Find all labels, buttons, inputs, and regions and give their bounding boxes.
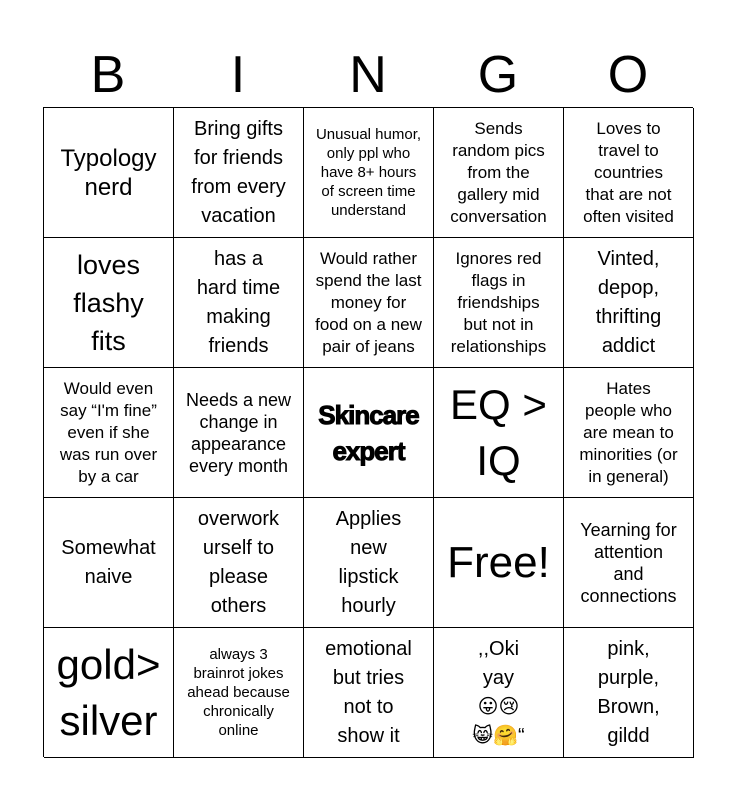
bingo-cell[interactable] — [434, 108, 564, 238]
cell-text: Unusual humor, only ppl who have 8+ hours of screen time understand — [315, 126, 422, 219]
bingo-cell[interactable] — [434, 628, 564, 758]
cell-text: Skincare expert — [318, 399, 419, 466]
bingo-cell[interactable] — [564, 108, 694, 238]
cell-text: overwork urself to please others — [197, 507, 280, 617]
cell-text: Typology nerd — [60, 144, 157, 201]
bingo-cell[interactable] — [44, 238, 174, 368]
bingo-cell-center[interactable] — [304, 368, 434, 498]
bingo-cell[interactable] — [44, 108, 174, 238]
bingo-cell[interactable] — [434, 368, 564, 498]
bingo-cell[interactable] — [174, 238, 304, 368]
bingo-cell[interactable] — [44, 368, 174, 498]
bingo-cell[interactable] — [564, 628, 694, 758]
bingo-board — [43, 107, 693, 757]
bingo-cell[interactable] — [174, 498, 304, 628]
cell-text: ,,Oki yay 😛😢 😸🤗“ — [472, 637, 525, 747]
cell-text: Somewhat naive — [61, 536, 156, 588]
bingo-cell[interactable] — [564, 238, 694, 368]
cell-text: pink, purple, Brown, gildd — [597, 637, 660, 747]
cell-text: has a hard time making friends — [196, 247, 281, 357]
bingo-header — [43, 45, 693, 105]
bingo-cell-free[interactable] — [434, 498, 564, 628]
bingo-cell[interactable] — [304, 238, 434, 368]
bingo-cell[interactable] — [304, 108, 434, 238]
cell-text: Applies new lipstick hourly — [335, 507, 402, 617]
cell-text: Would even say “I'm fine” even if she was run over by a car — [59, 378, 158, 486]
cell-text: Ignores red flags in friendships but not in relationships — [450, 248, 547, 356]
bingo-cell[interactable] — [174, 368, 304, 498]
bingo-cell[interactable] — [174, 108, 304, 238]
cell-text: always 3 brainrot jokes ahead because chronically online — [187, 646, 290, 739]
cell-text: Needs a new change in appearance every month — [185, 389, 292, 476]
cell-text: Yearning for attention and connections — [580, 519, 677, 606]
cell-text: Would rather spend the last money for food on a new pair of jeans — [315, 248, 422, 356]
bingo-cell[interactable] — [434, 238, 564, 368]
cell-text: Loves to travel to countries that are not often visited — [583, 118, 674, 226]
header-letter-n: N — [349, 46, 387, 104]
bingo-cell[interactable] — [174, 628, 304, 758]
cell-text: Hates people who are mean to minorities (or in general) — [579, 378, 678, 486]
cell-text: Vinted, depop, thrifting addict — [595, 247, 662, 357]
cell-text: Sends random pics from the gallery mid conversation — [450, 118, 547, 226]
header-letter-g: G — [477, 46, 519, 104]
cell-text: Bring gifts for friends from every vacation — [191, 117, 286, 227]
bingo-cell[interactable] — [44, 628, 174, 758]
bingo-cell[interactable] — [564, 498, 694, 628]
cell-text: gold> silver — [56, 640, 161, 744]
bingo-cell[interactable] — [564, 368, 694, 498]
bingo-cell[interactable] — [304, 498, 434, 628]
header-letter-i: I — [230, 46, 246, 104]
cell-text: emotional but tries not to show it — [325, 637, 412, 747]
cell-text: Free! — [447, 537, 550, 587]
bingo-cell[interactable] — [304, 628, 434, 758]
bingo-cell[interactable] — [44, 498, 174, 628]
cell-text: loves flashy fits — [73, 249, 144, 356]
cell-text: EQ > IQ — [450, 380, 547, 484]
header-letter-b: B — [90, 46, 126, 104]
header-letter-o: O — [607, 46, 649, 104]
